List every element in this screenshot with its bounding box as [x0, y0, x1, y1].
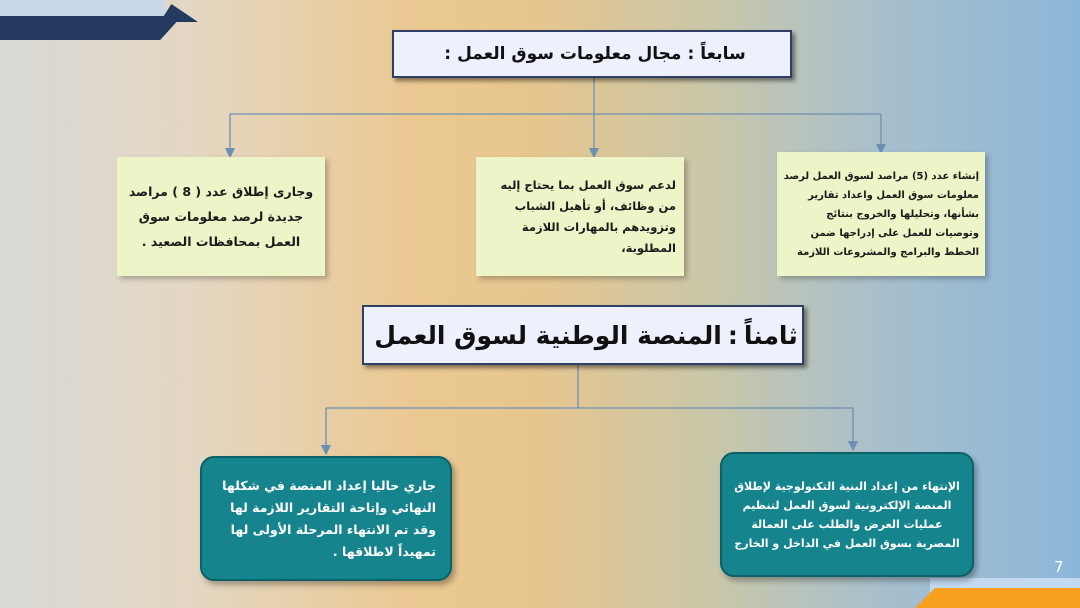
card-new-observatories-text: وجارى إطلاق عدد ( 8 ) مراصد جديدة لرصد معلومات سوق العمل بمحافظات الصعيد . [128, 184, 314, 249]
card-infrastructure-complete-text: الإنتهاء من إعداد البنية التكنولوجية لإطلاق المنصة الإلكترونية لسوق العمل لتنظيم عمليات العرض والطلب على العمالة المصرية بسوق العمل في الداخل و الخارج [734, 479, 960, 550]
section-seventh-separator: : [687, 44, 695, 64]
card-support-labor-market-text: لدعم سوق العمل بما يحتاج إليه من وظائف، أو تأهيل الشباب وتزويدهم بالمهارات اللازمة المطلوبة، [500, 177, 676, 255]
card-five-observatories [777, 152, 985, 276]
card-support-labor-market [476, 157, 684, 276]
section-eighth-prefix: ثامناً [743, 320, 798, 350]
card-platform-status-text: جاري حاليا إعداد المنصة في شكلها النهائي وإتاحة التقارير اللازمة لها وقد تم الانتهاء المرحلة الأولى لها تمهيداً لاطلاقها . [222, 477, 436, 559]
section-eighth-separator: : [727, 320, 738, 350]
section-eighth-heading: المنصة الوطنية لسوق العمل [374, 320, 722, 350]
section-seventh-heading: مجال معلومات سوق العمل [457, 44, 682, 64]
section-seventh-suffix: : [444, 44, 452, 64]
card-infrastructure-complete [720, 452, 974, 577]
section-seventh-title [392, 30, 792, 78]
card-five-observatories-text: إنشاء عدد (5) مراصد لسوق العمل لرصد معلومات سوق العمل واعداد تقارير بشأنها، وتحليلها والخروج بنتائج وتوصيات للعمل على إدراجها ضمن الخطط والبرامج والمشروعات اللازمة [783, 170, 979, 258]
card-new-observatories [117, 157, 325, 276]
card-platform-status [200, 456, 452, 581]
section-seventh-prefix: سابعاً [700, 44, 746, 64]
section-eighth-title [362, 305, 804, 365]
page-number: 7 [1054, 558, 1064, 576]
